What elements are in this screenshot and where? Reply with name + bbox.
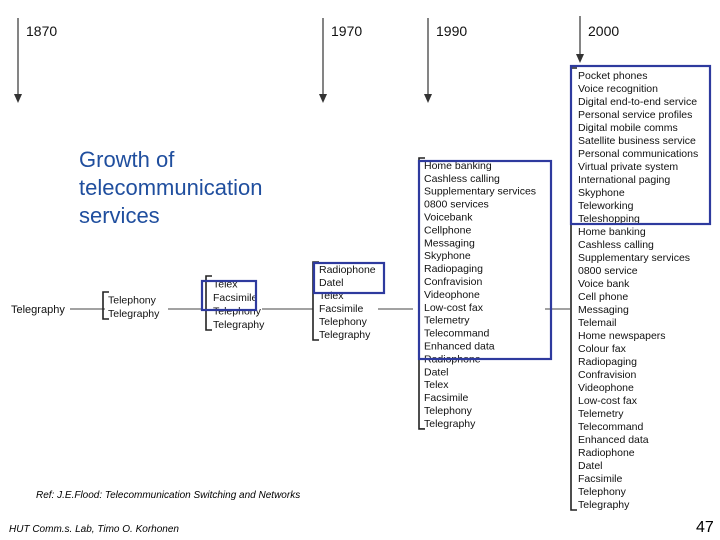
service-label: Datel <box>319 277 344 289</box>
service-label: Enhanced data <box>424 340 495 353</box>
service-label: Enhanced data <box>578 434 649 446</box>
title-line: services <box>79 203 160 228</box>
service-label: Low-cost fax <box>424 301 483 314</box>
service-label: Radiophone <box>578 447 635 459</box>
service-label: Telephony <box>424 405 472 417</box>
year-label: 1870 <box>26 23 58 39</box>
service-label: Telex <box>213 278 238 291</box>
service-label: Personal service profiles <box>578 109 693 121</box>
service-label: Telegraphy <box>108 308 160 320</box>
service-label: Telephony <box>319 316 367 328</box>
footer-credit: HUT Comm.s. Lab, Timo O. Korhonen <box>9 524 179 535</box>
year-label: 1990 <box>436 23 468 39</box>
title-line: telecommunication <box>79 175 263 200</box>
service-label: Telegraphy <box>578 499 630 511</box>
service-label: Telemetry <box>424 314 470 327</box>
service-label: Supplementary services <box>424 185 537 198</box>
service-label: Digital mobile comms <box>578 122 678 134</box>
service-label: Skyphone <box>578 187 625 199</box>
service-label: Confravision <box>578 369 637 381</box>
service-label: Confravision <box>424 276 483 288</box>
arrow-head <box>319 94 327 103</box>
year-label: 1970 <box>331 23 363 39</box>
service-label: Pocket phones <box>578 70 648 82</box>
service-label: International paging <box>578 174 671 186</box>
service-label: 0800 services <box>424 198 489 211</box>
arrow-head <box>576 54 584 63</box>
service-label: Radiopaging <box>578 356 637 368</box>
service-label: Facsimile <box>424 392 469 405</box>
service-label: Teleshopping <box>578 213 640 225</box>
root-label: Telegraphy <box>11 304 65 316</box>
service-label: Telephony <box>578 486 626 498</box>
service-label: Colour fax <box>578 343 626 355</box>
reference-note: Ref: J.E.Flood: Telecommunication Switching and Networks <box>36 490 301 501</box>
service-label: Messaging <box>578 304 629 316</box>
service-label: Videophone <box>578 382 634 394</box>
service-label: Telephony <box>213 305 261 318</box>
service-label: Radiopaging <box>424 263 483 276</box>
service-label: Datel <box>578 460 603 472</box>
service-label: Facsimile <box>319 303 364 315</box>
service-label: Cell phone <box>578 291 629 303</box>
service-label: Telecommand <box>424 327 490 340</box>
service-label: Messaging <box>424 237 475 250</box>
service-label: Telegraphy <box>213 319 265 331</box>
service-label: Home newspapers <box>578 330 666 342</box>
title-line: Growth of <box>79 147 175 172</box>
service-label: Satellite business service <box>578 135 696 147</box>
service-label: Facsimile <box>213 292 258 304</box>
arrow-head <box>424 94 432 103</box>
service-label: 0800 service <box>578 265 638 277</box>
service-label: Telecommand <box>578 421 644 433</box>
service-label: Personal communications <box>578 148 699 160</box>
arrow-head <box>14 94 22 103</box>
service-label: Radiophone <box>424 353 481 366</box>
service-label: Cashless calling <box>578 239 654 251</box>
service-label: Cellphone <box>424 224 472 237</box>
service-label: Skyphone <box>424 250 471 263</box>
service-label: Telegraphy <box>424 417 476 430</box>
service-label: Telemail <box>578 317 617 329</box>
service-label: Datel <box>424 366 449 379</box>
service-label: Cashless calling <box>424 172 500 185</box>
service-label: Supplementary services <box>578 252 691 264</box>
service-label: Teleworking <box>578 200 634 212</box>
service-label: Virtual private system <box>578 161 679 173</box>
service-label: Facsimile <box>578 473 623 485</box>
service-label: Telegraphy <box>319 329 371 341</box>
service-label: Videophone <box>424 288 480 301</box>
service-label: Low-cost fax <box>578 395 637 407</box>
service-label: Home banking <box>424 159 492 172</box>
service-label: Voicebank <box>424 211 473 224</box>
slide-title <box>79 146 299 230</box>
service-label: Telephony <box>108 294 156 307</box>
service-label: Home banking <box>578 226 646 238</box>
service-label: Telemetry <box>578 408 624 420</box>
year-label: 2000 <box>588 23 620 39</box>
service-label: Telex <box>424 379 449 392</box>
service-label: Radiophone <box>319 264 376 276</box>
service-label: Voice recognition <box>578 83 658 95</box>
bracket <box>206 276 212 330</box>
service-label: Digital end-to-end service <box>578 96 698 108</box>
page-number: 47 <box>696 519 714 536</box>
service-label: Voice bank <box>578 278 630 290</box>
service-label: Telex <box>319 290 344 302</box>
